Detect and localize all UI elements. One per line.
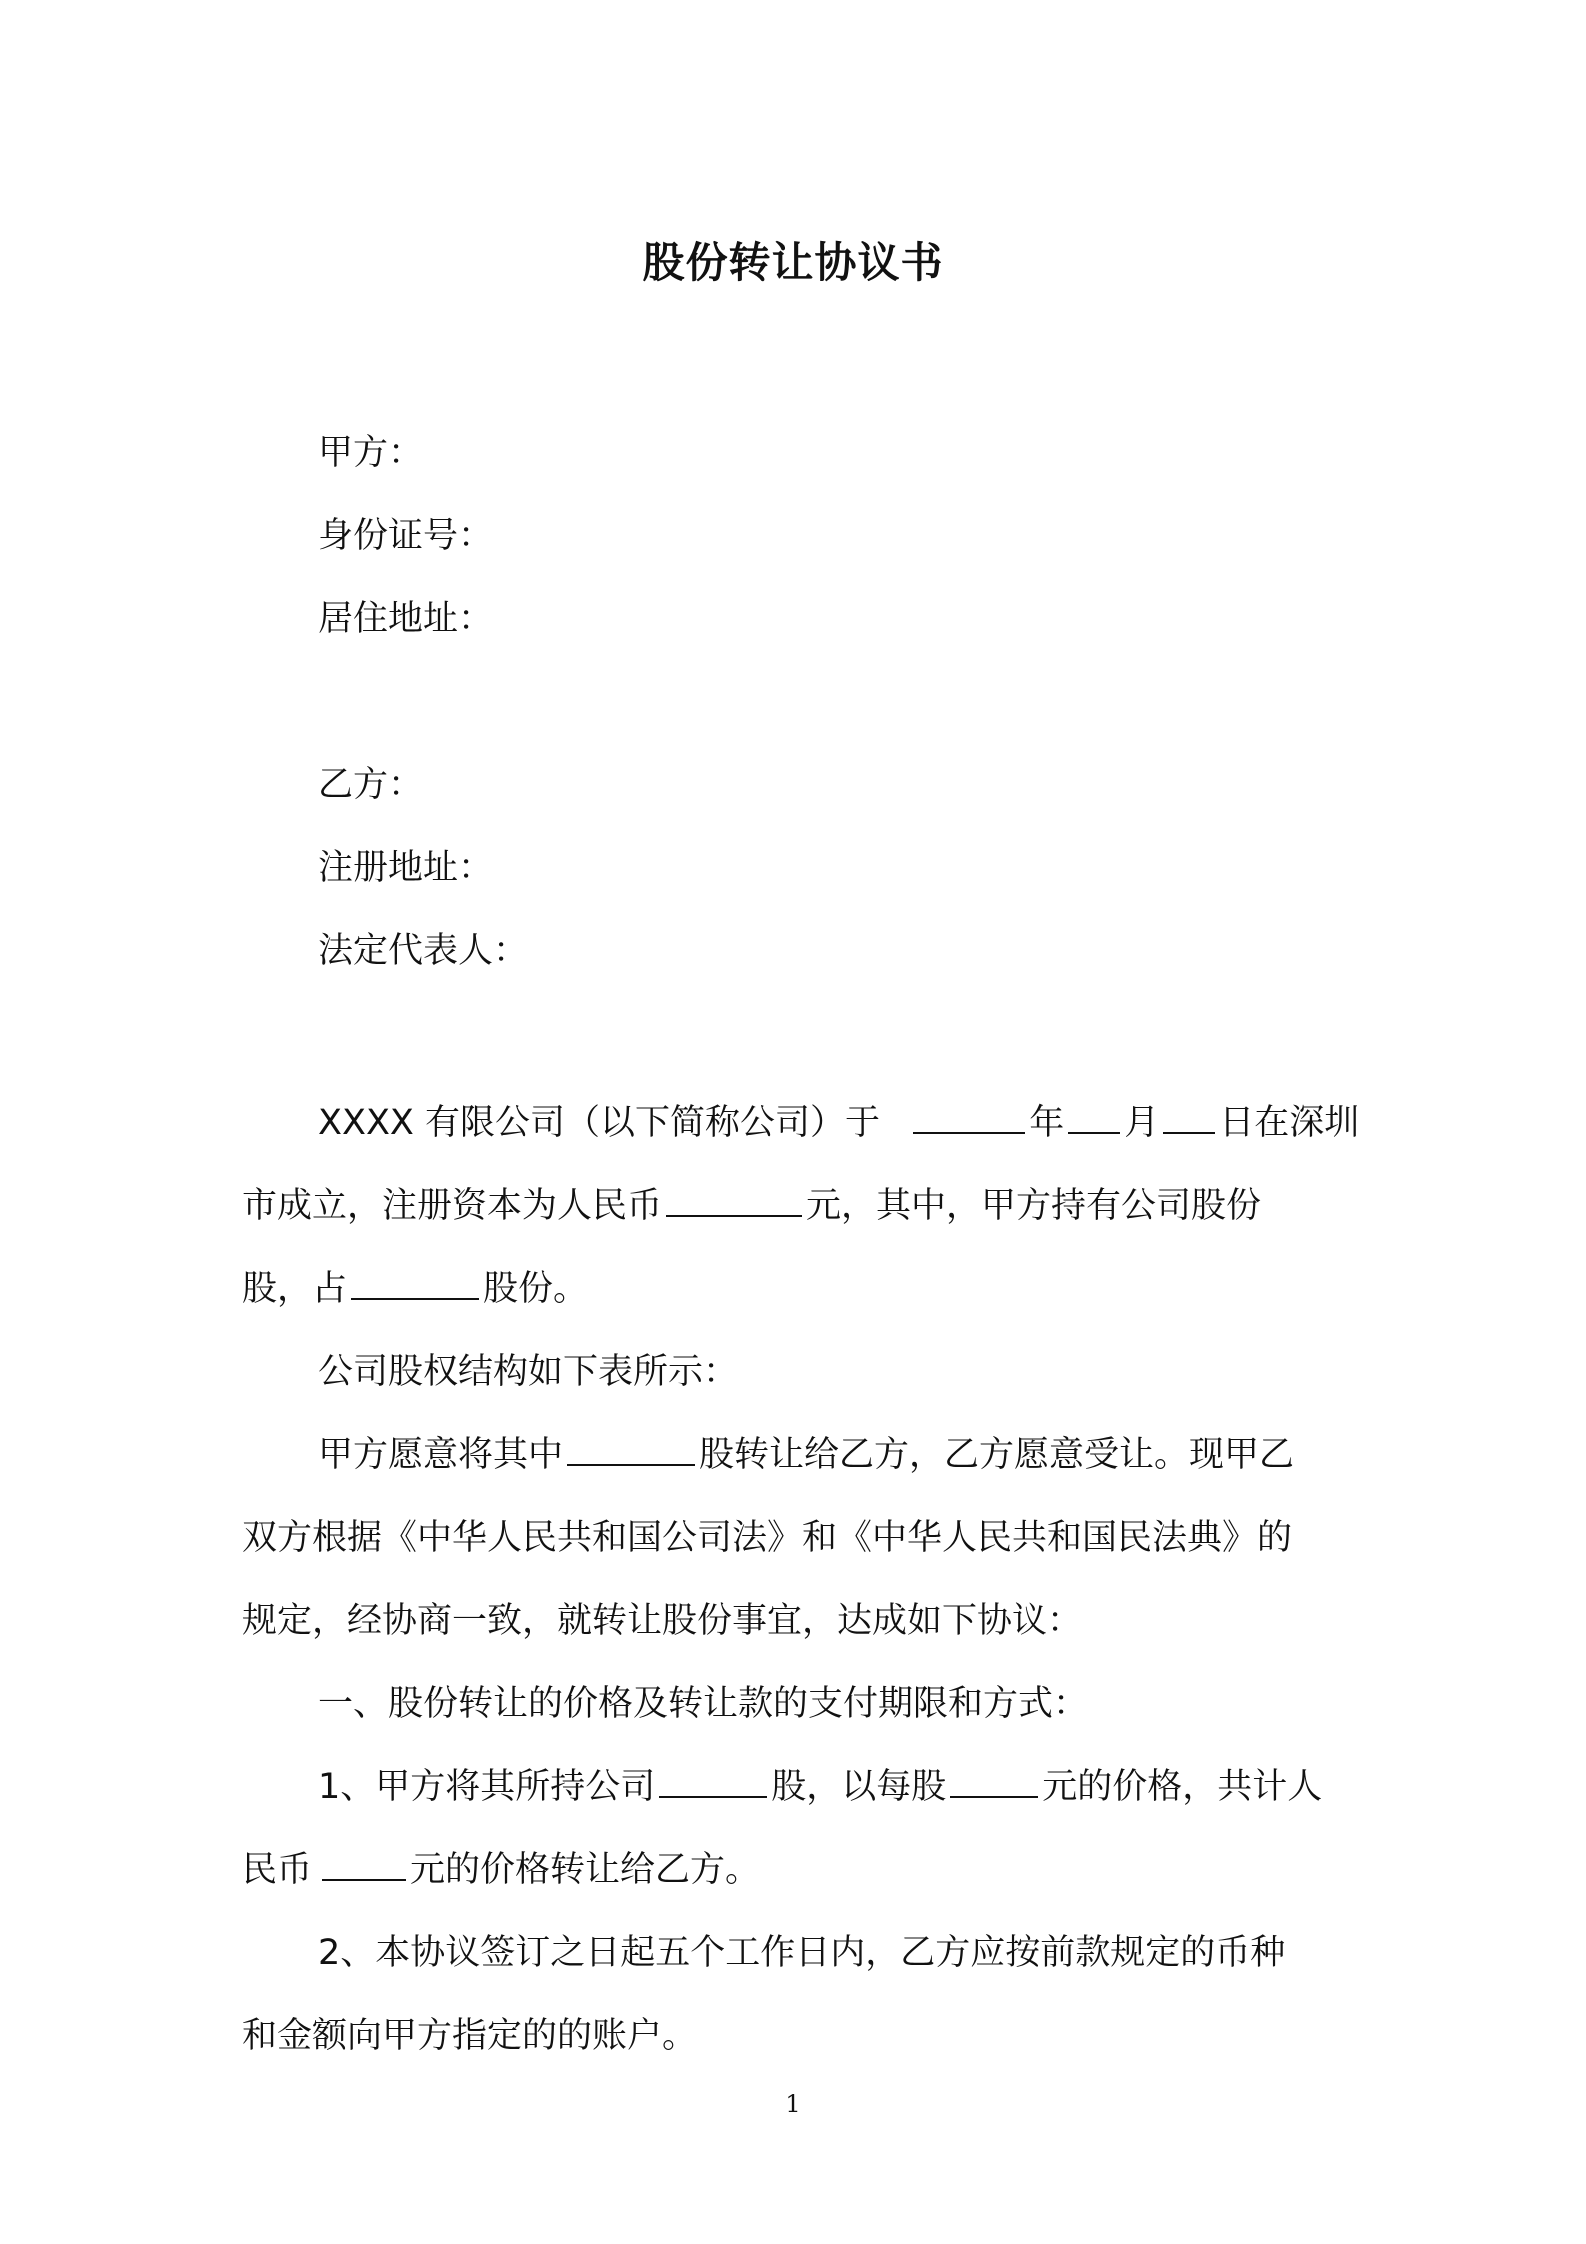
blank-price-per-share <box>950 1766 1038 1798</box>
section-heading-1: 一、股份转让的价格及转让款的支付期限和方式： <box>318 1684 1089 1724</box>
para3-text-2: 股转让给乙方，乙方愿意受让。现甲乙 <box>699 1435 1295 1475</box>
para1-line2 <box>242 1165 1352 1248</box>
blank-total-price <box>322 1849 406 1881</box>
blank-month <box>1068 1102 1120 1134</box>
para1-line1 <box>242 1082 1360 1165</box>
day-label: 日在深圳 <box>1219 1103 1360 1143</box>
blank-transfer-shares <box>567 1434 695 1466</box>
clause2-line2: 和金额向甲方指定的的账户。 <box>242 2016 698 2056</box>
para1-line3 <box>242 1248 1352 1331</box>
blank-day <box>1163 1102 1215 1134</box>
blank-percentage <box>351 1268 479 1300</box>
clause1-text-3: 元的价格，共计人 <box>1042 1767 1323 1807</box>
para3-line2: 双方根据《中华人民共和国公司法》和《中华人民共和国民法典》的 <box>242 1518 1293 1558</box>
party-a-label: 甲方： <box>318 433 424 473</box>
clause1-line1 <box>242 1746 1352 1829</box>
month-label: 月 <box>1124 1103 1160 1143</box>
registered-capital-text: 市成立，注册资本为人民币 <box>242 1186 663 1226</box>
clause2-line1: 2、本协议签订之日起五个工作日内，乙方应按前款规定的币种 <box>318 1933 1286 1973</box>
party-a-id-label: 身份证号： <box>318 516 494 556</box>
clause1-text-5: 元的价格转让给乙方。 <box>410 1850 761 1890</box>
shares-text: 股，占 <box>242 1269 348 1309</box>
shares-end-text: 股份。 <box>483 1269 589 1309</box>
para3-text: 甲方愿意将其中 <box>318 1435 564 1475</box>
para3-line3: 规定，经协商一致，就转让股份事宜，达成如下协议： <box>242 1601 1083 1641</box>
party-b-address-label: 注册地址： <box>318 848 494 888</box>
shareholding-text: 元，其中，甲方持有公司股份 <box>806 1186 1262 1226</box>
body-text <box>242 1082 1360 2078</box>
para2: 公司股权结构如下表所示： <box>318 1352 739 1392</box>
party-a-address-label: 居住地址： <box>318 599 494 639</box>
year-label: 年 <box>1029 1103 1065 1143</box>
party-b-representative-label: 法定代表人： <box>318 931 529 971</box>
para1-text: XXXX 有限公司（以下简称公司）于 <box>318 1103 881 1143</box>
page-number: 1 <box>785 2090 801 2118</box>
clause1-text: 1、甲方将其所持公司 <box>318 1767 656 1807</box>
blank-capital <box>666 1185 802 1217</box>
clause1-line2 <box>242 1829 1352 1912</box>
party-b-label: 乙方： <box>318 765 424 805</box>
blank-year <box>913 1102 1025 1134</box>
blank-clause-shares <box>659 1766 767 1798</box>
document-title: 股份转让协议书 <box>642 238 944 287</box>
clause1-text-2: 股，以每股 <box>771 1767 947 1807</box>
para3-line1 <box>242 1414 1352 1497</box>
clause1-text-4: 民币 <box>242 1850 313 1890</box>
